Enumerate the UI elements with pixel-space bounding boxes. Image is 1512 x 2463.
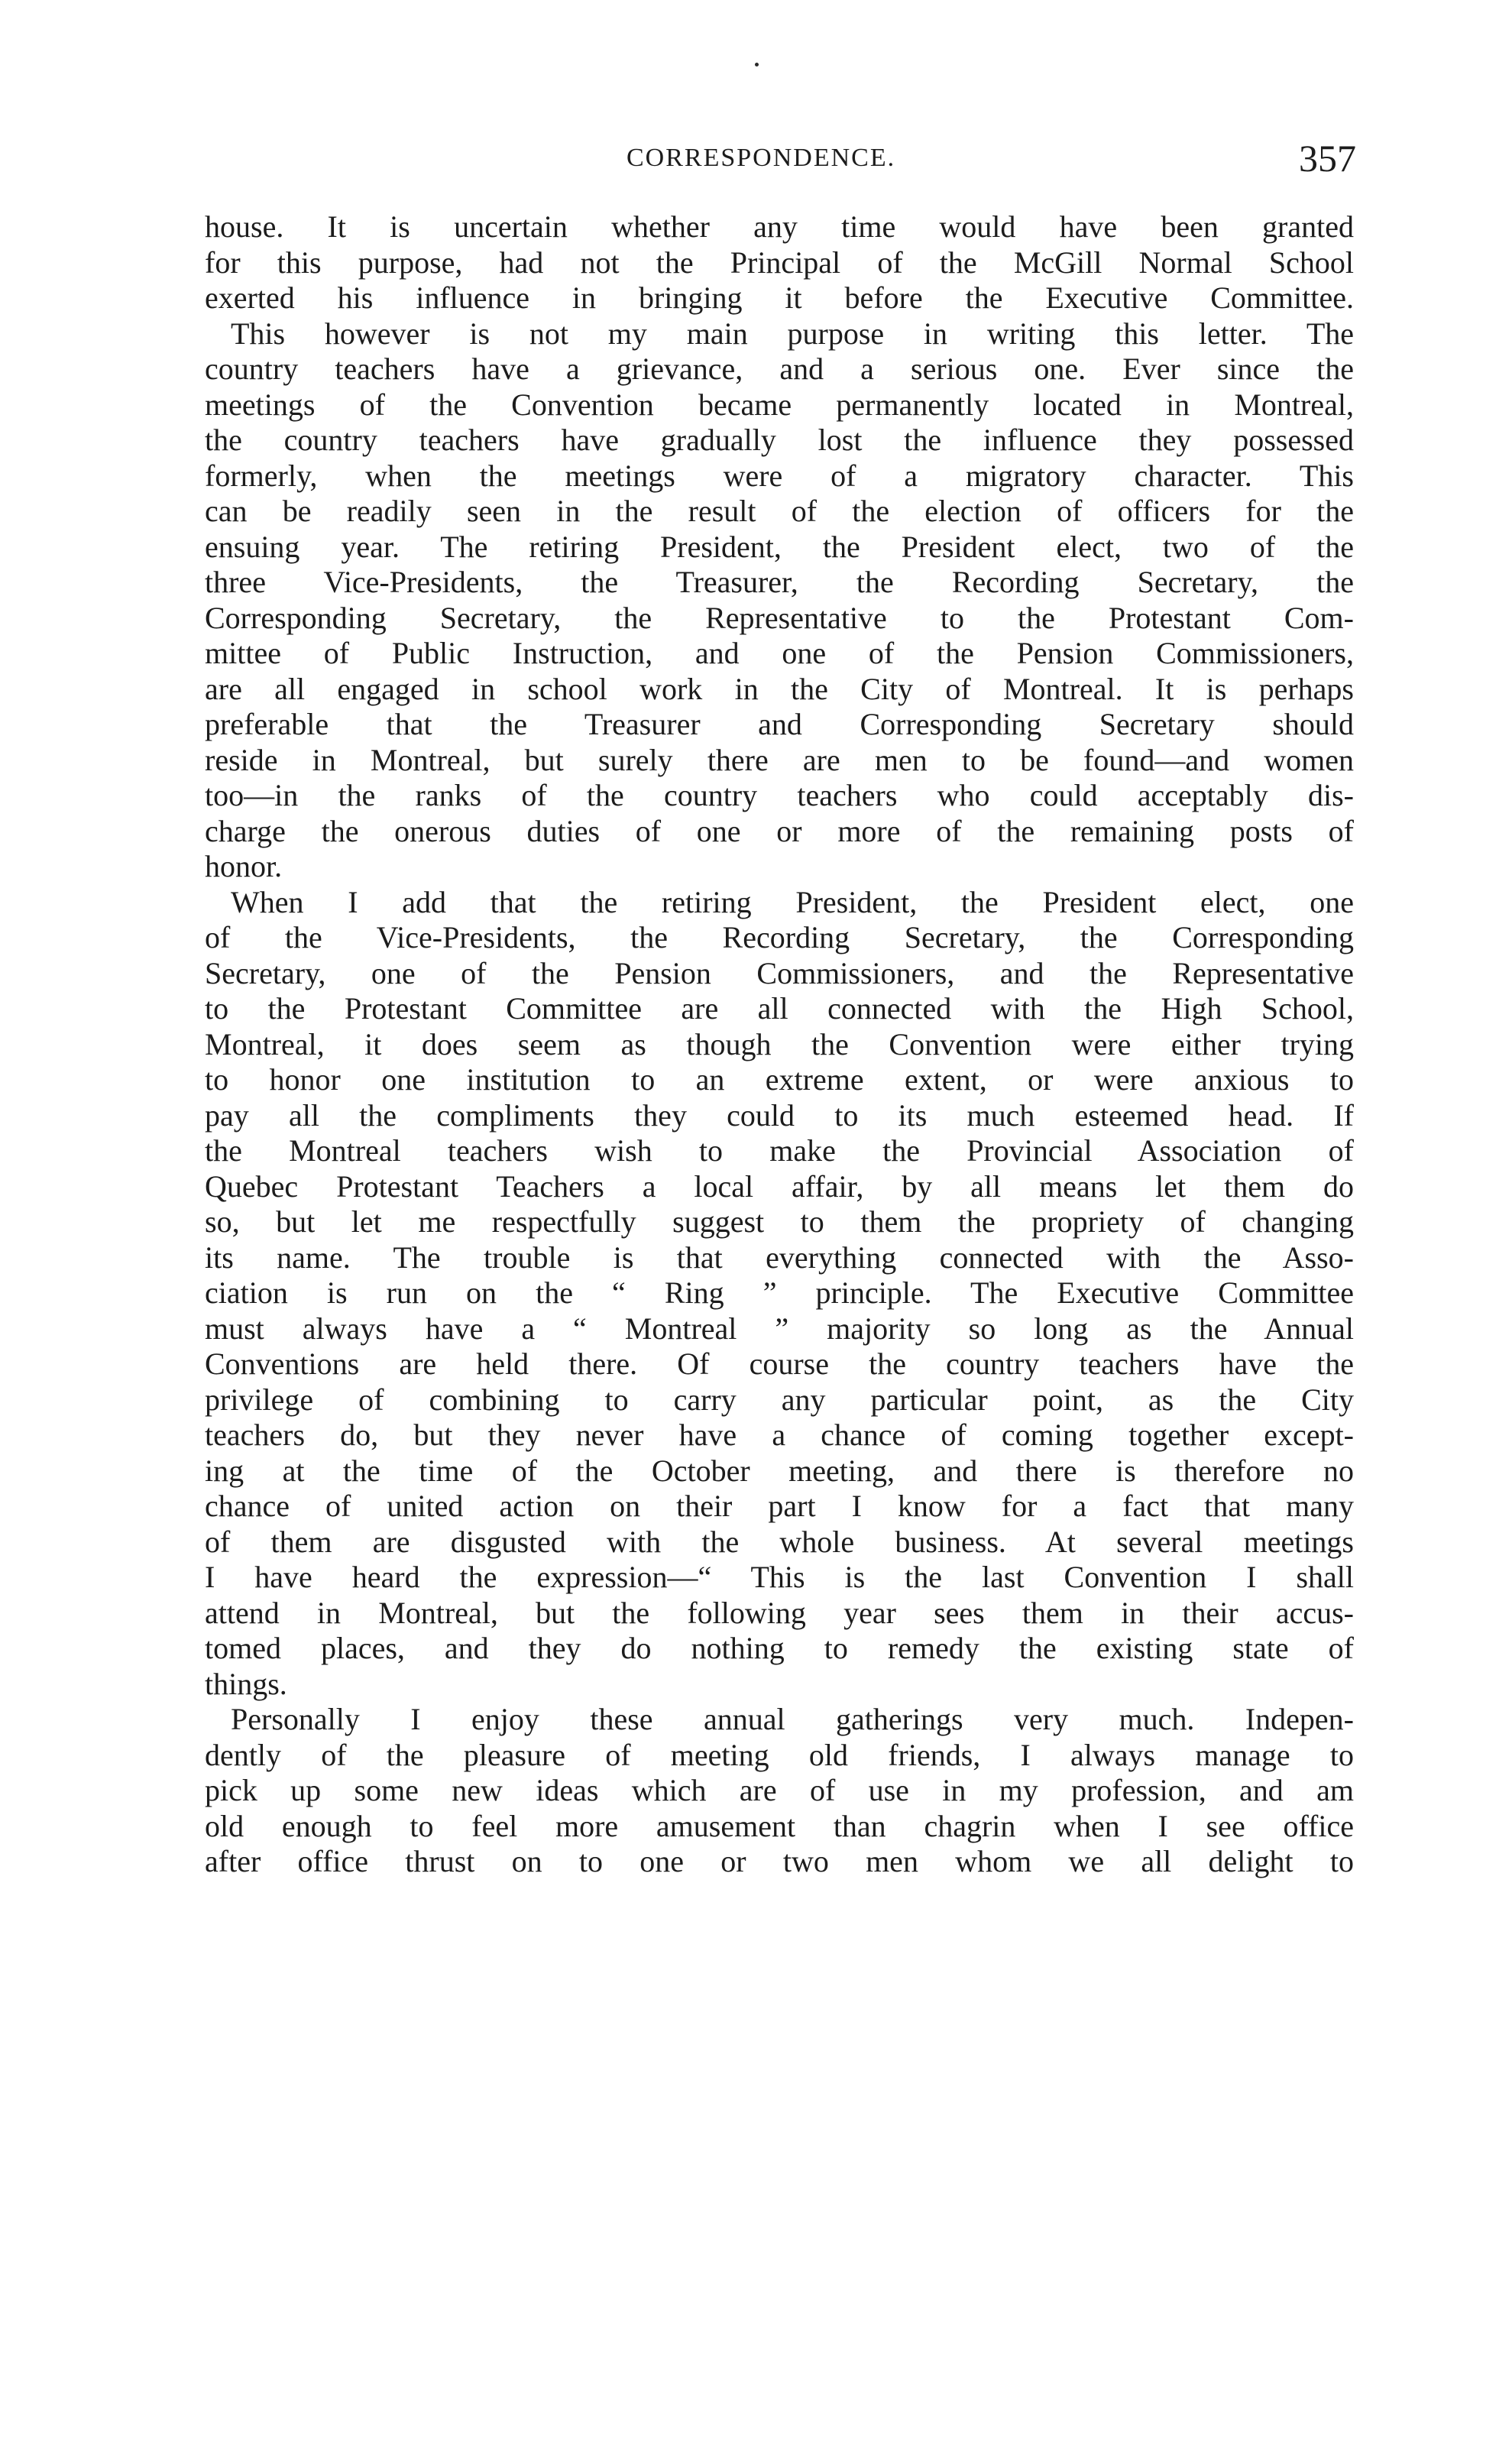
paragraph-first-line: When I add that the retiring President, the President elect, one xyxy=(231,884,1354,919)
text-line: of the Vice-Presidents, the Recording Secretary, the Corresponding xyxy=(205,920,1354,954)
text-line: I have heard the expression—“ This is the last Convention I shall xyxy=(205,1560,1354,1594)
text-line: pick up some new ideas which are of use in my profession, and am xyxy=(205,1773,1354,1807)
text-line: of them are disgusted with the whole business. At several meetings xyxy=(205,1524,1354,1559)
text-line: after office thrust on to one or two men whom we all delight to xyxy=(205,1844,1354,1878)
text-line: old enough to feel more amusement than chagrin when I see office xyxy=(205,1808,1354,1843)
text-line: the country teachers have gradually lost the influence they possessed xyxy=(205,423,1354,457)
text-line: to the Protestant Committee are all connected with the High School, xyxy=(205,991,1354,1026)
text-line: Quebec Protestant Teachers a local affair, by all means let them do xyxy=(205,1168,1354,1204)
running-title: CORRESPONDENCE. xyxy=(626,144,896,172)
text-line: Corresponding Secretary, the Representative to the Protestant Com- xyxy=(205,600,1354,635)
text-line: teachers do, but they never have a chance of coming together except- xyxy=(205,1418,1354,1452)
text-line: ensuing year. The retiring President, the President elect, two of the xyxy=(205,529,1354,564)
text-line: pay all the compliments they could to its much esteemed head. If xyxy=(205,1097,1354,1133)
text-line: so, but let me respectfully suggest to them the propriety of changing xyxy=(205,1204,1354,1239)
text-line: too—in the ranks of the country teachers who could acceptably dis- xyxy=(205,778,1354,812)
text-line: ing at the time of the October meeting, and there is therefore no xyxy=(205,1453,1354,1488)
text-line: ciation is run on the “ Ring ” principle. The Executive Committee xyxy=(205,1275,1354,1310)
paragraph-first-line: Personally I enjoy these annual gatherings very much. Indepen- xyxy=(231,1702,1354,1736)
text-line: must always have a “ Montreal ” majority so long as the Annual xyxy=(205,1311,1354,1346)
text-line: three Vice-Presidents, the Treasurer, the Recording Secretary, the xyxy=(205,565,1354,599)
text-line: chance of united action on their part I know for a fact that many xyxy=(205,1489,1354,1523)
text-line: Conventions are held there. Of course the country teachers have the xyxy=(205,1347,1354,1381)
text-line: meetings of the Convention became permanently located in Montreal, xyxy=(205,387,1354,422)
text-line: its name. The trouble is that everything connected with the Asso- xyxy=(205,1240,1354,1275)
running-header xyxy=(0,136,1512,190)
text-line: reside in Montreal, but surely there are men to be found—and women xyxy=(205,742,1354,777)
text-line: Secretary, one of the Pension Commissioners, and the Representative xyxy=(205,955,1354,990)
text-line: are all engaged in school work in the City of Montreal. It is perhaps xyxy=(205,671,1354,706)
text-line: privilege of combining to carry any particular point, as the City xyxy=(205,1382,1354,1417)
text-line: Montreal, it does seem as though the Convention were either trying xyxy=(205,1026,1354,1061)
paragraph-last-line: things. xyxy=(205,1666,287,1701)
paragraph-last-line: honor. xyxy=(205,849,283,883)
ink-speck xyxy=(755,63,759,66)
text-line: tomed places, and they do nothing to remedy the existing state of xyxy=(205,1631,1354,1665)
paragraph-first-line: This however is not my main purpose in writing this letter. The xyxy=(231,316,1354,351)
text-line: preferable that the Treasurer and Corresponding Secretary should xyxy=(205,707,1354,741)
text-line: formerly, when the meetings were of a migratory character. This xyxy=(205,458,1354,493)
text-line: can be readily seen in the result of the election of officers for the xyxy=(205,494,1354,528)
text-line: for this purpose, had not the Principal of the McGill Normal School xyxy=(205,245,1354,280)
page-number: 357 xyxy=(1299,137,1356,180)
text-line: country teachers have a grievance, and a serious one. Ever since the xyxy=(205,352,1354,386)
text-line: to honor one institution to an extreme extent, or were anxious to xyxy=(205,1062,1354,1097)
body-text xyxy=(205,209,1354,1880)
text-line: house. It is uncertain whether any time would have been granted xyxy=(205,209,1354,244)
text-line: exerted his influence in bringing it before the Executive Committee. xyxy=(205,280,1354,315)
text-line: attend in Montreal, but the following year sees them in their accus- xyxy=(205,1595,1354,1630)
text-line: mittee of Public Instruction, and one of the Pension Commissioners, xyxy=(205,636,1354,670)
text-line: the Montreal teachers wish to make the Provincial Association of xyxy=(205,1133,1354,1168)
text-line: charge the onerous duties of one or more of the remaining posts of xyxy=(205,813,1354,848)
text-line: dently of the pleasure of meeting old friends, I always manage to xyxy=(205,1737,1354,1772)
